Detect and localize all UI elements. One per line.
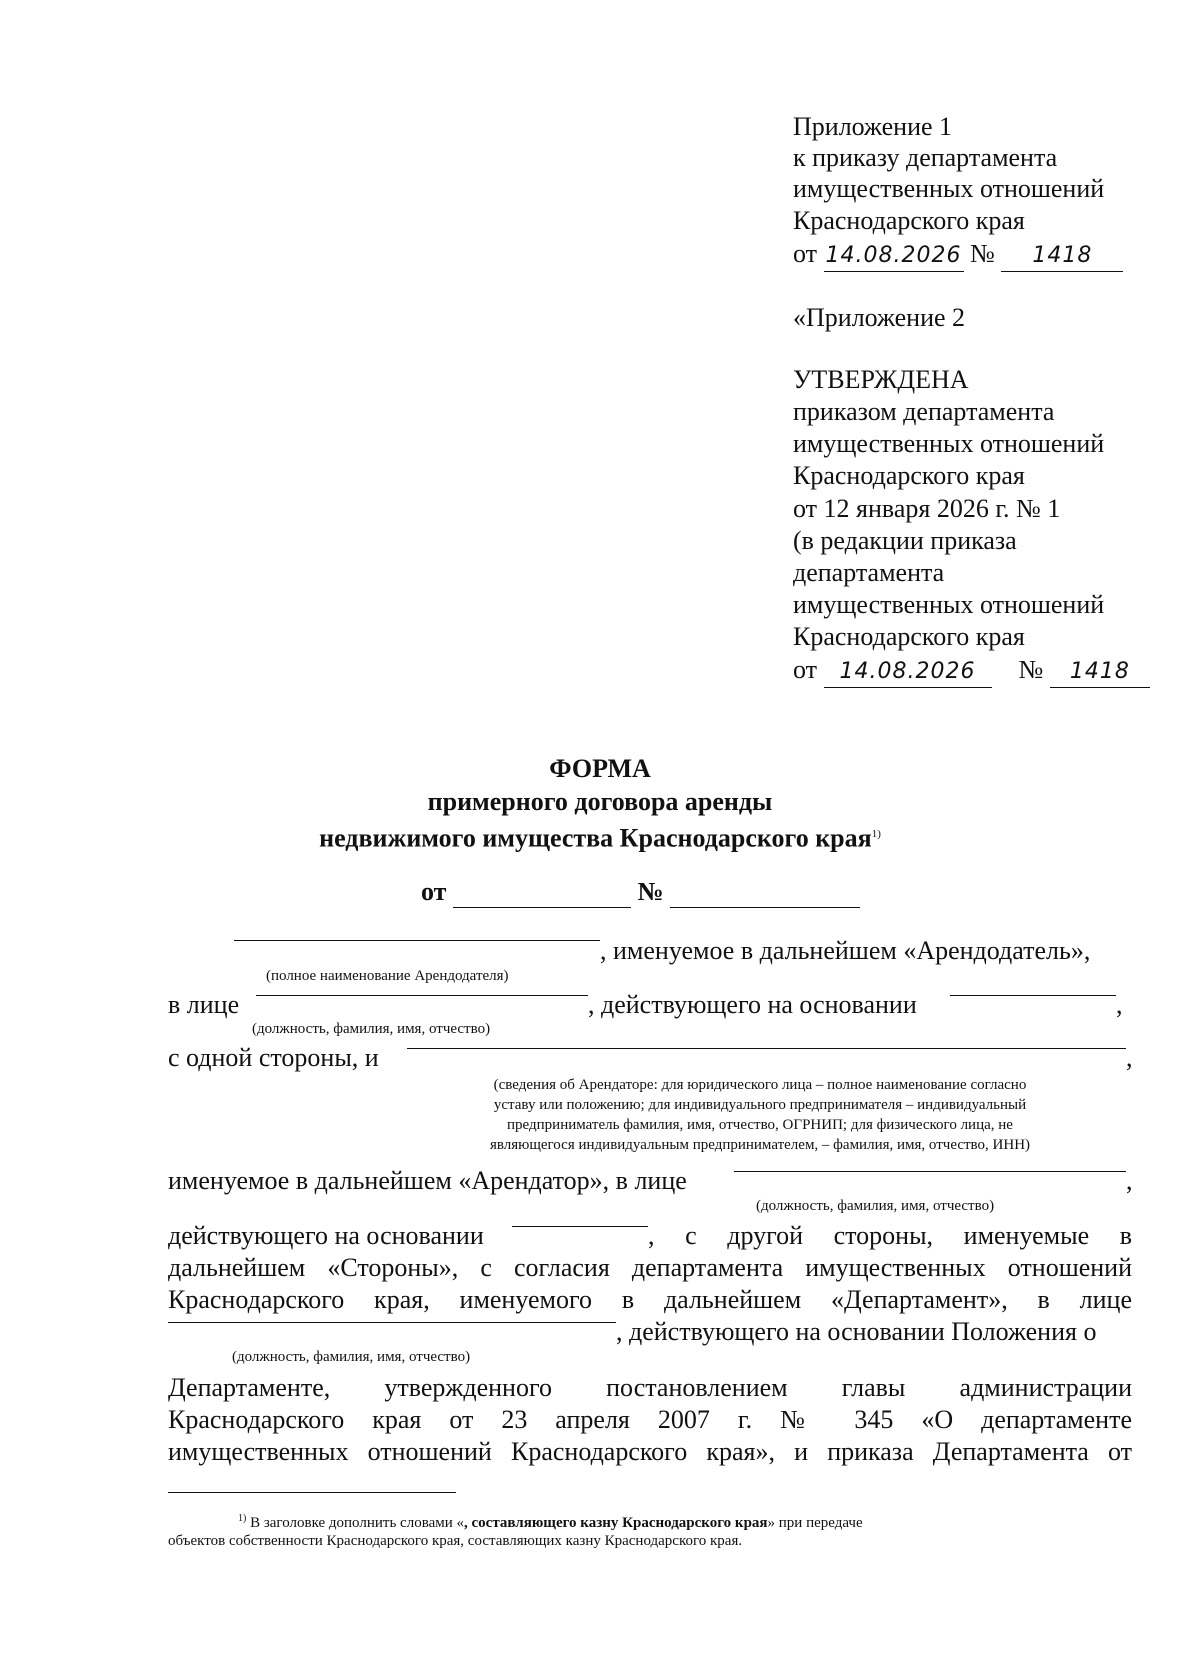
footnote-line-2: объектов собственности Краснодарского края, составляющих казну Краснодарского края. (168, 1533, 743, 1549)
appendix-line3: имущественных отношений (793, 174, 1105, 203)
date-prefix: от (793, 239, 818, 268)
footnote-mark: 1) (238, 1513, 247, 1524)
paragraph-line-1-end: , с другой стороны, именуемые в (648, 1221, 1132, 1250)
footnote-marker: 1) (871, 828, 881, 840)
paragraph-line-5: Департаменте, утвержденного постановлением главы администрации (168, 1373, 1132, 1402)
lessor-person-hint: (должность, фамилия, имя, отчество) (252, 1021, 491, 1037)
contract-number-label: № (637, 877, 664, 906)
appendix-date-line (793, 239, 1123, 272)
lessor-person-blank[interactable] (256, 995, 588, 996)
paragraph-line-3: Краснодарского края, именуемого в дальнейшем «Департамент», в лице (168, 1285, 1132, 1314)
footnote-text-a: В заголовке дополнить словами « (246, 1515, 465, 1531)
tenant-hint-1: (сведения об Арендаторе: для юридического лица – полное наименование согласно (493, 1077, 1027, 1093)
paragraph-line-7: имущественных отношений Краснодарского края», и приказа Департамента от (168, 1437, 1132, 1466)
handwritten-number: 1418 (1001, 241, 1123, 272)
comma: , (1126, 1166, 1133, 1195)
form-title: ФОРМА (549, 754, 651, 783)
subtitle-text: недвижимого имущества Краснодарского края (319, 823, 872, 853)
footnote-separator (168, 1492, 456, 1493)
approved-line3: Краснодарского края (793, 461, 1025, 490)
appendix-line2: к приказу департамента (793, 143, 1058, 172)
approved-line6: департамента (793, 558, 945, 587)
footnote-text-bold: , составляющего казну Краснодарского края (464, 1515, 768, 1531)
paragraph-line-4-end: , действующего на основании Положения о (616, 1317, 1097, 1346)
approved-line7: имущественных отношений (793, 590, 1105, 619)
appendix-line4: Краснодарского края (793, 206, 1025, 235)
appendix-line1: Приложение 1 (793, 112, 953, 141)
tenant-person-blank[interactable] (734, 1171, 1126, 1172)
number-sign: № (1018, 655, 1044, 684)
approved-line4: от 12 января 2026 г. № 1 (793, 494, 1061, 523)
handwritten-date: 14.08.2026 (824, 657, 992, 688)
lessor-hint: (полное наименование Арендодателя) (266, 968, 509, 984)
dept-person-hint: (должность, фамилия, имя, отчество) (232, 1349, 471, 1365)
contract-number-blank[interactable] (670, 877, 860, 908)
paragraph-line-6: Краснодарского края от 23 апреля 2007 г. № 345 «О департаменте (168, 1405, 1132, 1434)
comma: , (1126, 1043, 1133, 1072)
dept-person-blank[interactable] (168, 1322, 616, 1323)
lessor-name-blank[interactable] (234, 940, 600, 941)
in-person-label: в лице (168, 990, 240, 1019)
handwritten-number: 1418 (1050, 657, 1150, 688)
tenant-named-label: именуемое в дальнейшем «Арендатор», в лице (168, 1166, 687, 1195)
approved-title: УТВЕРЖДЕНА (793, 365, 969, 394)
approved-line8: Краснодарского края (793, 622, 1025, 651)
handwritten-date: 14.08.2026 (824, 241, 964, 272)
contract-date-blank[interactable] (453, 877, 631, 908)
approved-date-line (793, 655, 1150, 688)
one-side-label: с одной стороны, и (168, 1043, 379, 1072)
approved-line2: имущественных отношений (793, 429, 1105, 458)
tenant-basis-blank[interactable] (512, 1226, 648, 1227)
acting-basis-start: действующего на основании (168, 1221, 484, 1250)
contract-date-number-line (421, 877, 860, 908)
lessor-basis-blank[interactable] (950, 995, 1116, 996)
acting-basis-label: , действующего на основании (588, 990, 917, 1019)
tenant-hint-2: уставу или положению; для индивидуального предпринимателя – индивидуальный (493, 1097, 1027, 1113)
contract-date-label: от (421, 877, 447, 906)
form-subtitle-2 (0, 819, 1200, 854)
approved-line5: (в редакции приказа (793, 526, 1017, 555)
number-sign: № (970, 239, 995, 268)
paragraph-line-2: дальнейшем «Стороны», с согласия департамента имущественных отношений (168, 1253, 1132, 1282)
footnote-text-b: » при передаче (767, 1515, 863, 1531)
tenant-person-hint: (должность, фамилия, имя, отчество) (756, 1198, 995, 1214)
form-subtitle-1: примерного договора аренды (427, 787, 773, 816)
comma: , (1116, 990, 1123, 1019)
footnote-line-1 (238, 1510, 863, 1532)
lessor-suffix: , именуемое в дальнейшем «Арендодатель», (600, 936, 1091, 965)
appendix2-label: «Приложение 2 (793, 303, 966, 332)
approved-line1: приказом департамента (793, 397, 1055, 426)
date-prefix: от (793, 655, 818, 684)
tenant-info-blank[interactable] (407, 1048, 1126, 1049)
tenant-hint-3: предприниматель фамилия, имя, отчество, ОГРНИП; для физического лица, не (507, 1117, 1013, 1133)
tenant-hint-4: являющегося индивидуальным предпринимателем, – фамилия, имя, отчество, ИНН) (489, 1137, 1031, 1153)
